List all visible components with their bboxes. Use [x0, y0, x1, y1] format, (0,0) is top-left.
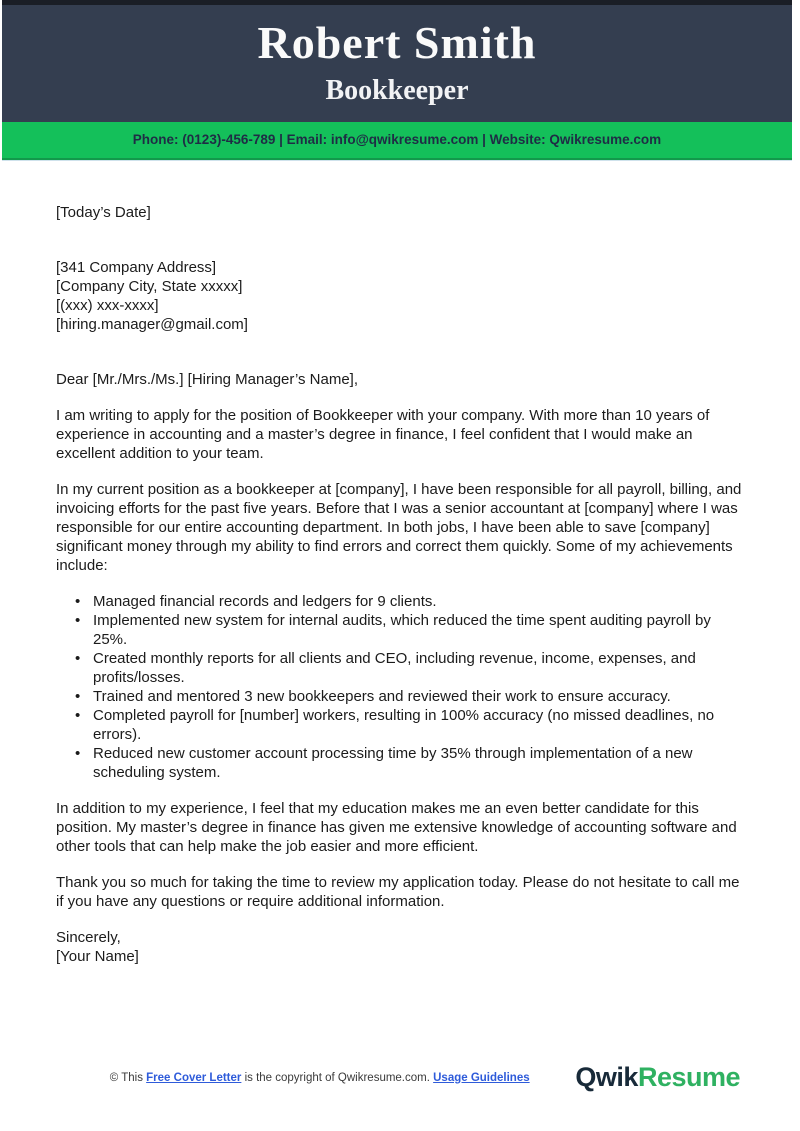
date-placeholder: [Today’s Date]: [56, 204, 151, 221]
letter-body: [0, 203, 800, 966]
address-line: [341 Company Address]: [56, 259, 217, 276]
copyright-prefix: © This: [109, 1071, 147, 1084]
achievement-item: • Created monthly reports for all clients and CEO, including revenue, income, expenses, and profits/losses.: [56, 649, 742, 687]
usage-guidelines-link[interactable]: Usage Guidelines: [433, 1071, 530, 1084]
address-line: [(xxx) xxx-xxxx]: [56, 297, 159, 314]
achievement-item: • Trained and mentored 3 new bookkeepers and reviewed their work to ensure accuracy.: [56, 687, 742, 706]
signoff: Sincerely,: [56, 929, 121, 946]
page-footer: [0, 1062, 800, 1093]
logo-resume-text: Resume: [637, 1062, 740, 1092]
address-line: [Company City, State xxxxx]: [56, 278, 243, 295]
paragraph-experience: In my current position as a bookkeeper at [company], I have been responsible for all payroll, billing, and invoicing efforts for the past five years. Before that I was a senior accountant at [company] where I was responsible for our entire accounting department. In both jobs, I have been able to save [company] significant money through my ability to find errors and correct them quickly. Some of my achievements include:: [56, 481, 742, 574]
salutation: Dear [Mr./Mrs./Ms.] [Hiring Manager’s Name],: [56, 371, 359, 388]
address-line: [hiring.manager@gmail.com]: [56, 316, 248, 333]
achievement-item: • Managed financial records and ledgers for 9 clients.: [56, 592, 742, 611]
logo-qwik-text: Qwik: [575, 1062, 638, 1092]
achievement-item: • Implemented new system for internal audits, which reduced the time spent auditing payroll by 25%.: [56, 611, 742, 649]
contact-line: Phone: (0123)-456-789 | Email: info@qwikresume.com | Website: Qwikresume.com: [132, 132, 662, 147]
paragraph-intro: I am writing to apply for the position of Bookkeeper with your company. With more than 10 years of experience in accounting and a master’s degree in finance, I feel confident that I would make an excellent addition to your team.: [56, 407, 710, 462]
paragraph-thanks: Thank you so much for taking the time to review my application today. Please do not hesitate to call me if you have any questions or require additional information.: [56, 874, 740, 910]
person-job-title: Bookkeeper: [325, 75, 469, 106]
header-name-block: [2, 5, 792, 122]
achievement-item: • Reduced new customer account processing time by 35% through implementation of a new scheduling system.: [56, 744, 742, 782]
recipient-address-block: [56, 258, 742, 334]
achievements-list: [56, 592, 742, 782]
achievement-item: • Completed payroll for [number] workers, resulting in 100% accuracy (no missed deadlines, no errors).: [56, 706, 742, 744]
paragraph-education: In addition to my experience, I feel that my education makes me an even better candidate for this position. My master’s degree in finance has given me extensive knowledge of accounting software and other tools that can help make the job easier and more efficient.: [56, 800, 737, 855]
copyright-text: [64, 1072, 575, 1084]
contact-bar: [2, 122, 792, 160]
signature-placeholder: [Your Name]: [56, 948, 139, 965]
qwikresume-logo[interactable]: [575, 1062, 740, 1093]
copyright-middle: is the copyright of Qwikresume.com.: [241, 1071, 434, 1084]
header-banner: [2, 0, 792, 160]
person-name: Robert Smith: [257, 17, 537, 68]
free-cover-letter-link[interactable]: Free Cover Letter: [146, 1071, 242, 1084]
